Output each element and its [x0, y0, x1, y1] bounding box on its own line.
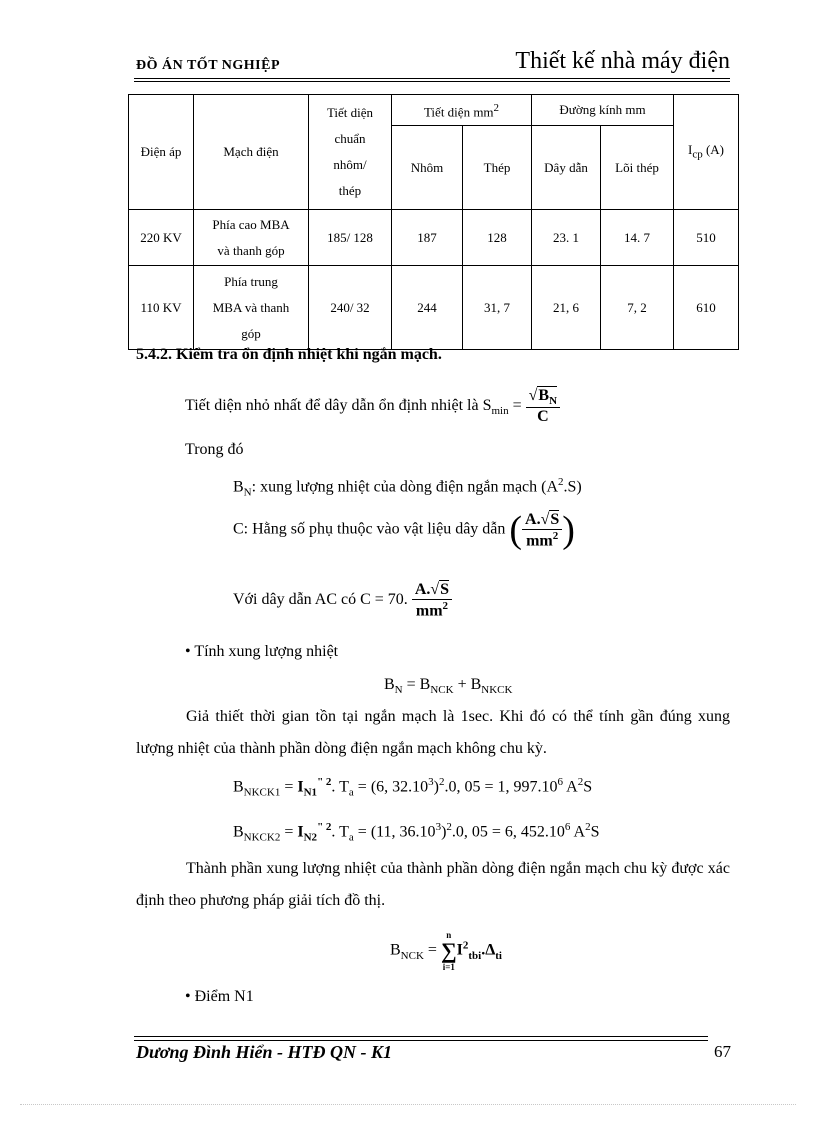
smin-formula: Tiết diện nhỏ nhất để dây dẫn ổn định nhiệt là $S_{min}$ = $\frac{√B_N}{C}$: [185, 386, 560, 426]
th-wire: Dây dẫn: [532, 126, 601, 210]
th-core: Lõi thép: [601, 126, 674, 210]
cell-wire: 23. 1: [532, 210, 601, 266]
table-row: [129, 210, 739, 266]
c-definition: C: Hằng số phụ thuộc vào vật liệu dây dẫn ( $\frac{A.√S}{mm^2}$ ): [233, 509, 575, 551]
cell-core: 7, 2: [601, 266, 674, 350]
page-number: 67: [714, 1042, 731, 1061]
th-aluminium: Nhôm: [392, 126, 463, 210]
bnck-equation: $B_{NCK}$ = n ∑ i=1 $I^2_{tbi}.\Delta_{ti}$: [390, 930, 502, 972]
th-section: Tiết diện $mm^2$: [392, 95, 532, 126]
header-rule-bottom: [134, 81, 730, 82]
cell-steel: 128: [463, 210, 532, 266]
cell-voltage: 110 KV: [129, 266, 194, 350]
th-std-section: Tiết diện chuẩn nhôm/ thép: [309, 95, 392, 210]
cell-icp: 610: [674, 266, 739, 350]
footer-author: Dương Đình Hiển - HTĐ QN - K1: [136, 1042, 392, 1062]
bn-sum-equation: $B_N = B_{NCK} + B_{NKCK}$: [384, 676, 513, 697]
cell-std: 240/ 32: [309, 266, 392, 350]
footer-rule-top: [134, 1036, 708, 1037]
conductor-spec-table: [128, 94, 739, 350]
paragraph-periodic: Thành phần xung lượng nhiệt của thành phần dòng điện ngắn mạch chu kỳ được xác định theo phương pháp giải tích đồ thị.: [136, 860, 730, 909]
ac-constant: Với dây dẫn AC có C = 70. $\frac{A.√S}{mm^2}$: [233, 580, 452, 620]
ac-unit-fraction: $\frac{A.√S}{mm^2}$: [412, 580, 452, 620]
header-rule-top: [134, 78, 730, 79]
cell-circuit: Phía cao MBA và thanh góp: [194, 210, 309, 266]
header-right-title: Thiết kế nhà máy điện: [515, 48, 730, 74]
table-row: [129, 266, 739, 350]
cell-al: 187: [392, 210, 463, 266]
bn-definition: $B_N$: xung lượng nhiệt của dòng điện ngắn mạch $(A^2.S)$: [233, 476, 582, 499]
smin-fraction: $\frac{√B_N}{C}$: [526, 386, 560, 426]
footer-rule-bottom: [134, 1040, 708, 1041]
cell-steel: 31, 7: [463, 266, 532, 350]
paragraph-assumption: Giả thiết thời gian tồn tại ngắn mạch là 1sec. Khi đó có thể tính gần đúng xung lượng nhiệt của thành phần dòng điện ngắn mạch không chu kỳ.: [136, 708, 730, 757]
bullet-icon: •: [185, 988, 191, 1005]
header-left-title: ĐỒ ÁN TỐT NGHIỆP: [136, 58, 281, 73]
cell-al: 244: [392, 266, 463, 350]
equation-nkck2: $B_{NKCK2} = I_{N2}^{" 2}$. $T_a = (11$, 36.10$^3$)$^2$.0, 05 = 6, 452.10$^6$ $A^2S$: [233, 821, 600, 844]
th-diameter: Đường kính mm: [532, 95, 674, 126]
bullet-point-n1: • Điểm N1: [185, 988, 254, 1005]
trong-do-label: Trong đó: [185, 441, 244, 458]
th-icp: $I_{cp}$ (A): [674, 95, 739, 210]
cell-core: 14. 7: [601, 210, 674, 266]
page-edge-dotted-line: [20, 1104, 796, 1105]
cell-wire: 21, 6: [532, 266, 601, 350]
sigma-icon: n ∑ i=1: [440, 930, 457, 972]
th-circuit: Mạch điện: [194, 95, 309, 210]
bullet-icon: •: [185, 643, 191, 660]
bullet-heat-impulse: • Tính xung lượng nhiệt: [185, 643, 339, 660]
cell-voltage: 220 KV: [129, 210, 194, 266]
cell-icp: 510: [674, 210, 739, 266]
c-unit-fraction: $\frac{A.√S}{mm^2}$: [522, 510, 562, 550]
section-title: 5.4.2. Kiểm tra ổn định nhiệt khi ngắn mạch.: [136, 346, 442, 363]
th-voltage: Điện áp: [129, 95, 194, 210]
cell-std: 185/ 128: [309, 210, 392, 266]
equation-nkck1: $B_{NKCK1} = I_{N1}^{" 2}$. $T_a = (6$, 32.10$^3$)$^2$.0, 05 = 1, 997.10$^6$ $A^2S$: [233, 776, 593, 799]
th-steel: Thép: [463, 126, 532, 210]
cell-circuit: Phía trung MBA và thanh góp: [194, 266, 309, 350]
